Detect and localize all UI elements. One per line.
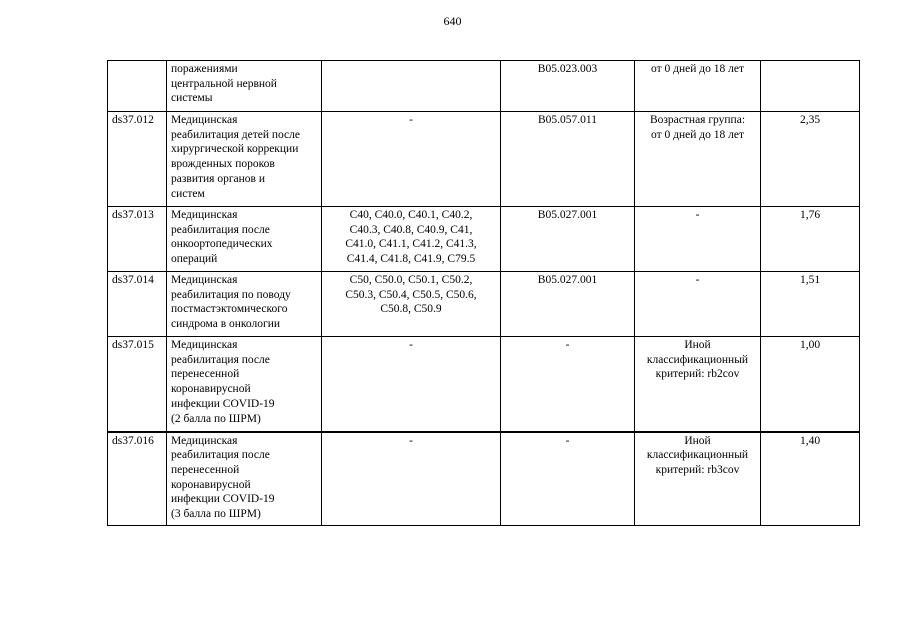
row-diagnoses	[322, 272, 501, 337]
row-criterion	[635, 207, 761, 272]
name-line: синдрома в онкологии	[171, 318, 281, 331]
row-name	[167, 207, 322, 272]
diagnoses-line: -	[409, 339, 413, 351]
diagnoses-line: C50.3, C50.4, C50.5, C50.6,	[345, 288, 477, 301]
diagnoses-line: C41.0, C41.1, C41.2, C41.3,	[345, 238, 477, 251]
name-line: реабилитация после	[171, 223, 270, 236]
row-coefficient: 1,51	[761, 272, 860, 337]
name-line: Медицинская	[171, 274, 238, 286]
row-code: ds37.014	[108, 272, 167, 337]
name-line: реабилитация детей после	[171, 128, 300, 141]
name-line: Медицинская	[171, 339, 238, 351]
name-line: хирургической коррекции	[171, 143, 299, 156]
row-criterion	[635, 61, 761, 112]
table-row	[108, 272, 860, 337]
criterion-line: критерий: rb2cov	[655, 368, 740, 381]
diagnoses-line: C40, C40.0, C40.1, C40.2,	[349, 209, 473, 221]
name-line: центральной нервной	[171, 77, 277, 90]
criterion-line: Иной	[684, 434, 711, 447]
row-criterion	[635, 432, 761, 526]
row-name	[167, 61, 322, 112]
diagnoses-line: C50, C50.0, C50.1, C50.2,	[349, 274, 473, 286]
name-line: поражениями	[171, 63, 238, 75]
table-row	[108, 432, 860, 526]
row-diagnoses	[322, 207, 501, 272]
row-criterion	[635, 112, 761, 207]
row-diagnoses	[322, 61, 501, 112]
table-row	[108, 112, 860, 207]
row-code: ds37.012	[108, 112, 167, 207]
criterion-line: Возрастная группа:	[649, 114, 746, 126]
row-service: B05.057.011	[501, 112, 635, 207]
table-row	[108, 61, 860, 112]
diagnoses-line: C50.8, C50.9	[380, 303, 442, 316]
name-line: развития органов и	[171, 172, 266, 185]
row-code: ds37.016	[108, 432, 167, 526]
row-service: B05.027.001	[501, 272, 635, 337]
row-name	[167, 272, 322, 337]
diagnoses-line: -	[409, 434, 413, 447]
name-line: инфекции COVID-19	[171, 493, 275, 506]
name-line: перенесенной	[171, 368, 240, 381]
name-line: реабилитация по поводу	[171, 288, 291, 301]
diagnoses-line: C40.3, C40.8, C40.9, C41,	[349, 223, 473, 236]
tariff-table	[107, 60, 860, 526]
diagnoses-line: -	[409, 114, 413, 126]
name-line: перенесенной	[171, 463, 240, 476]
row-diagnoses	[322, 112, 501, 207]
row-name	[167, 112, 322, 207]
row-coefficient: 2,35	[761, 112, 860, 207]
row-coefficient: 1,40	[761, 432, 860, 526]
criterion-line: -	[695, 274, 700, 286]
table-row	[108, 337, 860, 432]
name-line: (2 балла по ШРМ)	[171, 412, 261, 425]
row-service: B05.027.001	[501, 207, 635, 272]
name-line: коронавирусной	[171, 478, 251, 491]
row-name	[167, 337, 322, 432]
criterion-line: классификационный	[646, 449, 749, 462]
row-diagnoses	[322, 337, 501, 432]
row-diagnoses	[322, 432, 501, 526]
name-line: реабилитация после	[171, 353, 270, 366]
page-number: 640	[443, 14, 462, 28]
row-code: ds37.013	[108, 207, 167, 272]
row-criterion	[635, 272, 761, 337]
name-line: реабилитация после	[171, 449, 270, 462]
criterion-line: -	[695, 209, 700, 221]
row-service: B05.023.003	[501, 61, 635, 112]
name-line: системы	[171, 92, 213, 105]
row-coefficient: 1,00	[761, 337, 860, 432]
criterion-line: критерий: rb3cov	[655, 463, 740, 476]
row-coefficient	[761, 61, 860, 112]
table-row	[108, 207, 860, 272]
name-line: постмастэктомического	[171, 303, 288, 316]
criterion-line: от 0 дней до 18 лет	[651, 128, 744, 141]
name-line: операций	[171, 253, 218, 266]
row-coefficient: 1,76	[761, 207, 860, 272]
row-service: -	[501, 432, 635, 526]
row-code	[108, 61, 167, 112]
name-line: (3 балла по ШРМ)	[171, 508, 261, 521]
name-line: Медицинская	[171, 114, 238, 126]
name-line: Медицинская	[171, 209, 238, 221]
name-line: коронавирусной	[171, 383, 251, 396]
row-criterion	[635, 337, 761, 432]
name-line: Медицинская	[171, 434, 238, 447]
row-name	[167, 432, 322, 526]
row-service: -	[501, 337, 635, 432]
diagnoses-line: C41.4, C41.8, C41.9, C79.5	[346, 253, 476, 266]
criterion-line: от 0 дней до 18 лет	[651, 63, 744, 75]
row-code: ds37.015	[108, 337, 167, 432]
name-line: онкоортопедических	[171, 238, 273, 251]
name-line: врожденных пороков	[171, 158, 275, 171]
name-line: инфекции COVID-19	[171, 397, 275, 410]
criterion-line: классификационный	[646, 353, 749, 366]
criterion-line: Иной	[684, 339, 711, 351]
name-line: систем	[171, 187, 205, 200]
